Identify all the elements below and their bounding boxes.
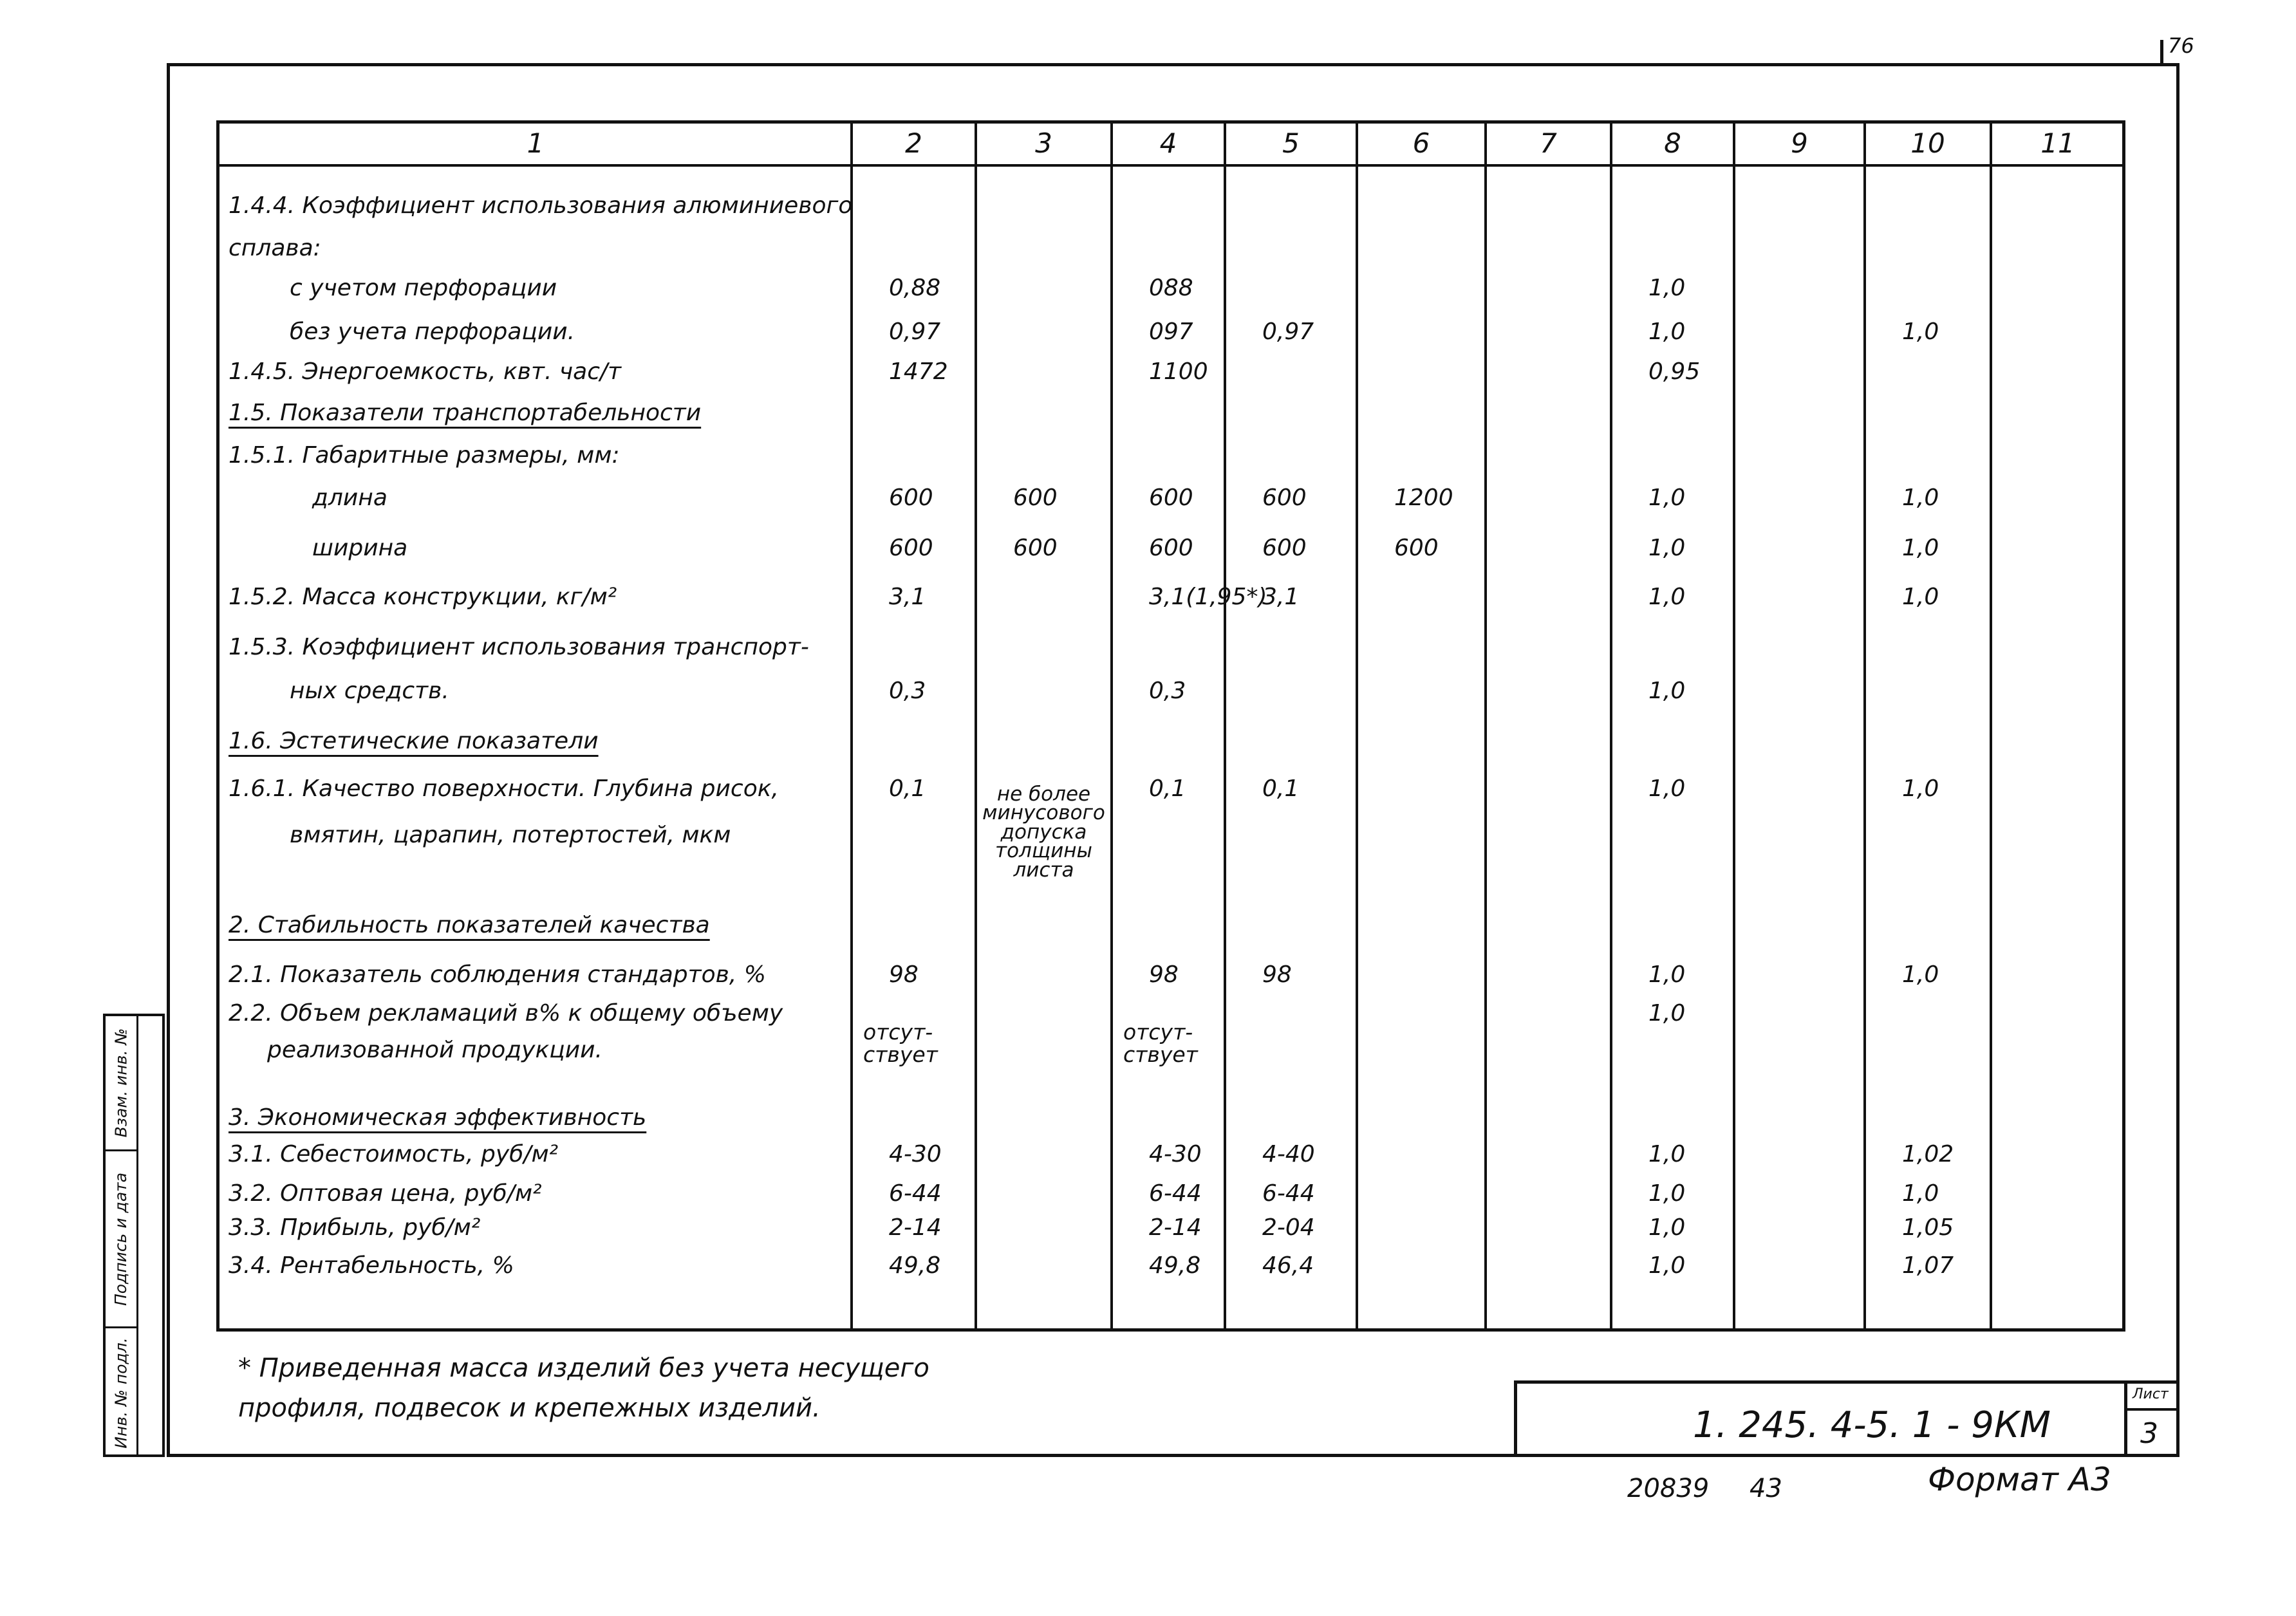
table-cell: 1,0 [1902,319,1939,345]
table-cell: 1,02 [1902,1141,1954,1167]
designation: 1. 245. 4-5. 1 - 9КМ [1693,1404,2051,1446]
table-cell: 0,88 [889,275,941,301]
table-cell: 1,0 [1648,584,1686,610]
table-cell: 98 [889,961,919,988]
table-cell: 49,8 [889,1252,941,1279]
corner-number: 76 [2168,33,2194,58]
tolerance-note-line: листа [1013,858,1074,882]
row-label: вмятин, царапин, потертостей, мкм [290,822,731,848]
footnote-line: профиля, подвесок и крепежных изделий. [238,1393,821,1423]
column-divider [1733,124,1735,1328]
table-cell: 1472 [889,358,948,385]
row-label: 2. Стабильность показателей качества [229,912,710,938]
column-header: 7 [1540,127,1557,159]
row-label: ширина [312,535,408,561]
table-cell: 1,05 [1902,1214,1954,1241]
table-cell: 600 [1262,485,1307,511]
column-header: 1 [527,127,545,159]
row-label: 3.3. Прибыль, руб/м² [229,1214,481,1241]
row-label: с учетом перфорации [290,275,557,301]
column-header: 4 [1159,127,1177,159]
format-label: Формат А3 [1928,1461,2111,1498]
table-cell: 0,3 [1149,678,1186,704]
column-header: 6 [1412,127,1430,159]
column-divider [1224,124,1226,1328]
row-label: 3.4. Рентабельность, % [229,1252,514,1279]
sheet-label: Лист [2133,1386,2169,1402]
table-cell: 6-44 [1149,1180,1202,1207]
row-label: 1.4.4. Коэффициент использования алюминиевого [229,192,853,219]
row-label: 1.6. Эстетические показатели [229,728,599,754]
column-divider [1863,124,1866,1328]
tolerance-note [980,785,1108,880]
absent-label-line: ствует [1123,1041,1198,1067]
row-label: ных средств. [290,678,449,704]
table-cell: 3,1 [1262,584,1300,610]
column-header: 10 [1910,127,1945,159]
header-divider [219,164,2122,167]
table-cell: 1,0 [1648,678,1686,704]
column-divider [850,124,853,1328]
main-table [216,120,2125,1332]
table-cell: 1,0 [1648,485,1686,511]
row-label: 1.6.1. Качество поверхности. Глубина рисок, [229,775,779,802]
table-cell: 0,1 [889,775,926,802]
row-label: сплава: [229,235,321,261]
table-cell: 3,1 [889,584,926,610]
absent-label [1123,1021,1198,1066]
table-cell: 1,0 [1648,275,1686,301]
absent-label-line: отсут- [1123,1019,1193,1045]
row-label: длина [312,485,387,511]
table-cell: 1,0 [1902,1180,1939,1207]
row-label: 1.5.1. Габаритные размеры, мм: [229,442,620,469]
row-label: реализованной продукции. [267,1037,602,1063]
table-cell: 0,3 [889,678,926,704]
table-cell: 0,1 [1262,775,1300,802]
tolerance-note-line: минусового [982,801,1105,825]
footnote [238,1348,929,1428]
stamp-cell-sign [106,1151,136,1328]
table-cell: 1,0 [1648,319,1686,345]
stamp-cell-inv [106,1328,136,1457]
tolerance-note-line: толщины [995,839,1092,863]
table-cell: 2-14 [1149,1214,1202,1241]
copy-number: 43 [1750,1474,1782,1503]
column-divider [975,124,977,1328]
table-cell: 1,0 [1902,961,1939,988]
corner-tick [2160,40,2163,64]
row-label: без учета перфорации. [290,319,575,345]
table-cell: 600 [1013,535,1058,561]
table-cell: 1100 [1149,358,1208,385]
row-label: 3. Экономическая эффективность [229,1104,647,1131]
table-cell: 98 [1149,961,1179,988]
table-cell: 088 [1149,275,1193,301]
row-label: 2.1. Показатель соблюдения стандартов, % [229,961,766,988]
table-cell: 0,97 [1262,319,1314,345]
table-cell: 600 [889,485,933,511]
table-cell: 600 [1013,485,1058,511]
table-cell: 1,0 [1648,961,1686,988]
stamp-text: Инв. № подл. [111,1337,131,1449]
stamp-strip [103,1014,165,1457]
table-cell: 1,0 [1648,1180,1686,1207]
footnote-line: * Приведенная масса изделий без учета несущего [238,1353,929,1383]
table-cell: 4-30 [1149,1141,1202,1167]
table-cell: 1,0 [1648,1214,1686,1241]
tolerance-note-line: допуска [1000,820,1087,844]
table-cell: 46,4 [1262,1252,1314,1279]
table-cell: 600 [1394,535,1439,561]
table-cell: 097 [1149,319,1193,345]
row-label: 1.5. Показатели транспортабельности [229,400,702,426]
row-label: 1.5.3. Коэффициент использования транспорт- [229,634,809,660]
absent-label-line: отсут- [863,1019,933,1045]
table-cell: 1,0 [1902,485,1939,511]
table-cell: 2-14 [889,1214,942,1241]
column-header: 5 [1282,127,1300,159]
row-label: 1.4.5. Энергоемкость, квт. час/т [229,358,622,385]
table-cell: 4-30 [889,1141,942,1167]
table-cell: 6-44 [889,1180,942,1207]
table-cell: 1,0 [1648,1000,1686,1026]
stamp-text: Подпись и дата [111,1172,131,1306]
table-cell: 600 [889,535,933,561]
table-cell: 0,95 [1648,358,1701,385]
column-header: 8 [1664,127,1681,159]
column-divider [1484,124,1487,1328]
column-header: 11 [2040,127,2075,159]
absent-label-line: ствует [863,1041,938,1067]
table-cell: 0,97 [889,319,941,345]
column-divider [1356,124,1358,1328]
column-divider [1110,124,1113,1328]
column-header: 2 [905,127,922,159]
table-cell: 1,0 [1648,1252,1686,1279]
row-label: 3.1. Себестоимость, руб/м² [229,1141,559,1167]
table-cell: 600 [1149,535,1193,561]
row-label: 3.2. Оптовая цена, руб/м² [229,1180,542,1207]
stamp-cell-replace [106,1016,136,1151]
sheet-number: 3 [2140,1417,2158,1450]
sheet-number-box [2124,1380,2179,1457]
column-divider [1990,124,1992,1328]
table-cell: 1,0 [1648,1141,1686,1167]
stamp-text: Взам. инв. № [111,1028,131,1138]
stamp-divider [136,1016,138,1454]
table-cell: 1,0 [1902,584,1939,610]
table-cell: 1,0 [1902,775,1939,802]
table-cell: 600 [1262,535,1307,561]
table-cell: 49,8 [1149,1252,1201,1279]
table-cell: 1,0 [1648,775,1686,802]
table-cell: 98 [1262,961,1292,988]
column-header: 9 [1791,127,1808,159]
table-cell: 1,07 [1902,1252,1954,1279]
table-cell: 1,0 [1648,535,1686,561]
row-label: 1.5.2. Масса конструкции, кг/м² [229,584,617,610]
table-cell: 600 [1149,485,1193,511]
table-cell: 1,0 [1902,535,1939,561]
row-label: 2.2. Объем рекламаций в% к общему объему [229,1000,783,1026]
table-cell: 2-04 [1262,1214,1315,1241]
inventory-number: 20839 [1627,1474,1710,1503]
table-cell: 4-40 [1262,1141,1315,1167]
column-divider [1610,124,1612,1328]
table-cell: 0,1 [1149,775,1186,802]
table-cell: 3,1(1,95*) [1149,584,1267,610]
table-cell: 1200 [1394,485,1453,511]
column-header: 3 [1035,127,1052,159]
sheet-box-divider [2127,1408,2179,1411]
table-cell: 6-44 [1262,1180,1315,1207]
tolerance-note-line: не более [996,783,1091,806]
absent-label [863,1021,938,1066]
